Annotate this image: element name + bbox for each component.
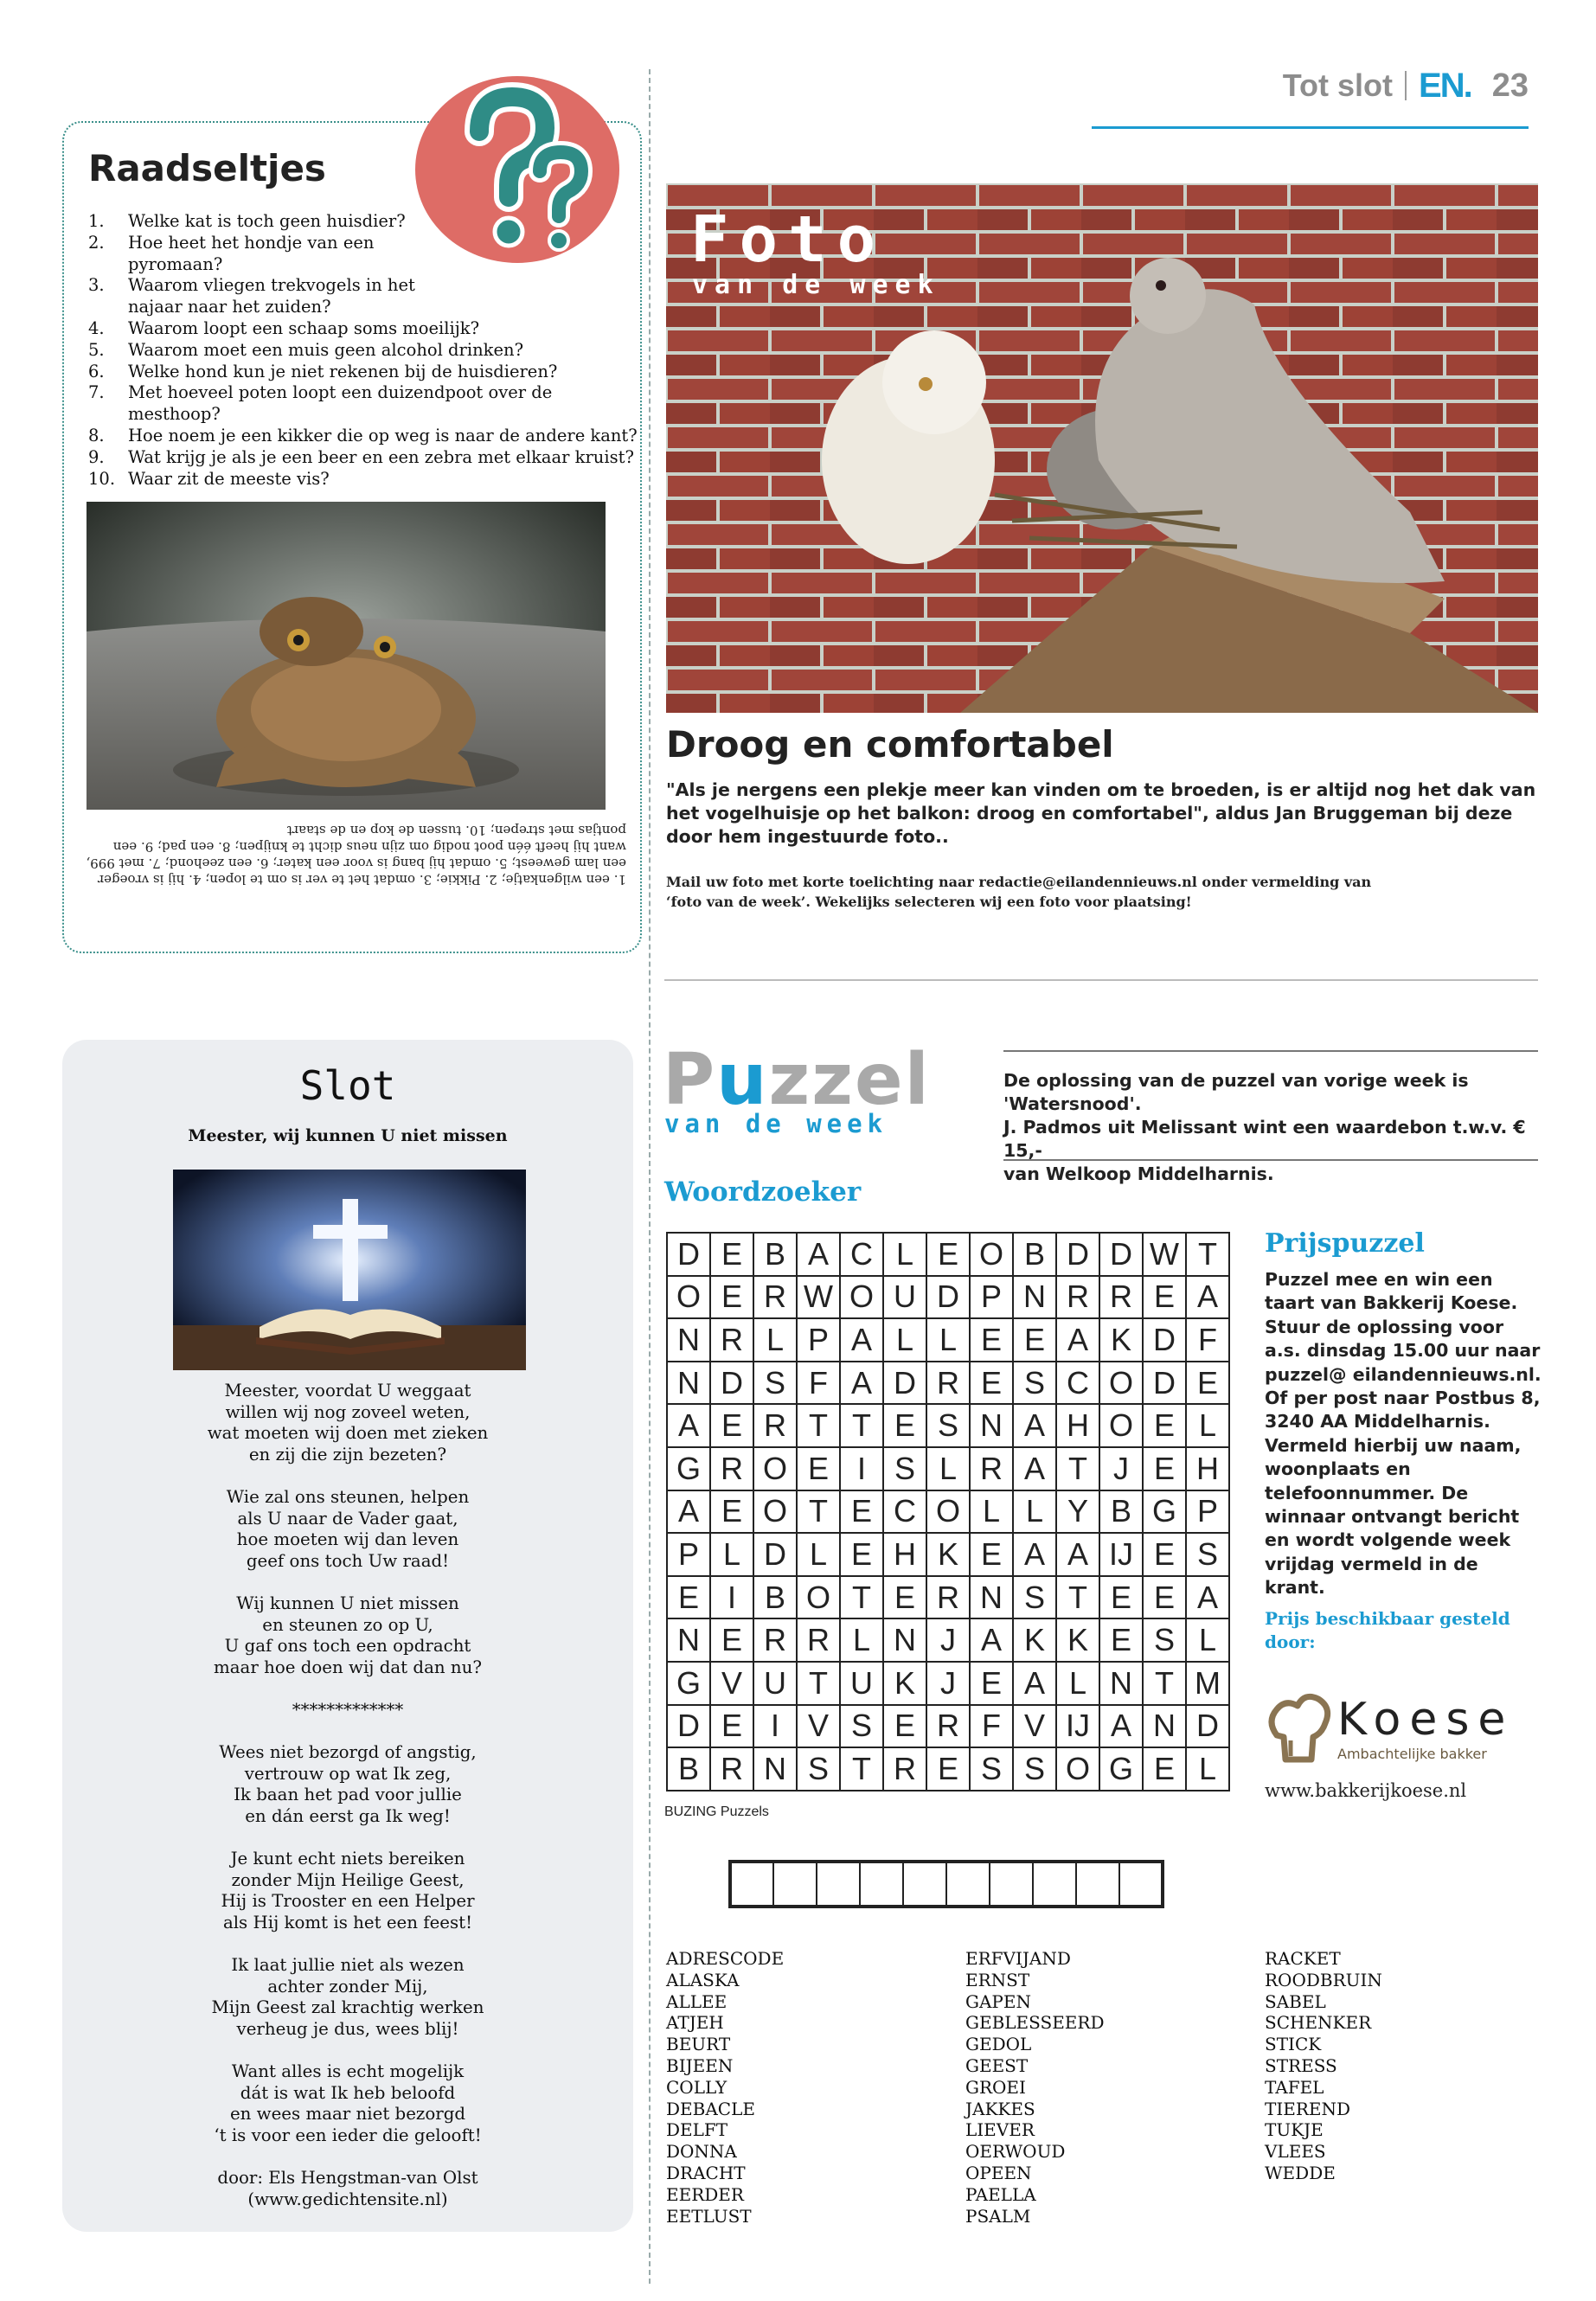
grid-cell[interactable]: R: [753, 1618, 797, 1662]
cross-bible-photo: [173, 1170, 526, 1370]
grid-cell[interactable]: R: [883, 1747, 926, 1791]
grid-cell[interactable]: K: [1099, 1318, 1143, 1362]
grid-cell[interactable]: K: [883, 1662, 926, 1705]
grid-cell[interactable]: W: [797, 1276, 840, 1319]
word-list-item: EERDER: [666, 2183, 744, 2205]
word-list-item: TUKJE: [1265, 2119, 1324, 2141]
slot-title: Slot: [299, 1062, 396, 1109]
grid-cell[interactable]: L: [883, 1233, 926, 1276]
grid-cell[interactable]: E: [710, 1233, 753, 1276]
word-list-item: SABEL: [1265, 1990, 1326, 2012]
sponsor-url[interactable]: www.bakkerijkoese.nl: [1265, 1780, 1467, 1801]
slot-subtitle: Meester, wij kunnen U niet missen: [188, 1126, 508, 1145]
word-list-item: PAELLA: [965, 2183, 1036, 2205]
grid-cell[interactable]: V: [1013, 1705, 1056, 1748]
grid-cell[interactable]: L: [797, 1533, 840, 1576]
grid-cell[interactable]: T: [797, 1490, 840, 1534]
grid-cell[interactable]: P: [970, 1276, 1013, 1319]
word-list-item: ALASKA: [666, 1969, 740, 1990]
toad-photo: [87, 502, 606, 810]
prijspuzzel-body: Puzzel mee en win een taart van Bakkerij Koese. Stuur de oplossing voor a.s. dinsdag 15.00 uur naar puzzel@ eilandennieuws.nl. Of per post naar Postbus 8, 3240 AA Middelharnis. Vermeld hierbij uw naam, woonplaats en telefoonnummer. De winnaar ontvangt bericht en wordt volgende week vrijdag vermeld in de krant.: [1265, 1269, 1542, 1599]
poem-stanza: Meester, voordat U weggaat willen wij nog zoveel weten, wat moeten wij doen met zieken en zij die zijn bezeten?: [207, 1381, 489, 1465]
grid-cell[interactable]: N: [970, 1404, 1013, 1447]
grid-cell[interactable]: N: [970, 1576, 1013, 1619]
answer-box[interactable]: [990, 1862, 1033, 1907]
poem-stanza: Wees niet bezorgd of angstig, vertrouw op wat Ik zeg, Ik baan het pad voor jullie en dán eerst ga Ik weg!: [219, 1742, 477, 1826]
grid-cell[interactable]: L: [926, 1447, 970, 1490]
word-list-item: ERNST: [965, 1969, 1030, 1990]
poem-separator: *************: [292, 1699, 404, 1720]
grid-cell[interactable]: N: [1143, 1705, 1186, 1748]
grid-cell[interactable]: T: [840, 1747, 883, 1791]
grid-cell[interactable]: E: [970, 1318, 1013, 1362]
word-list-item: DRACHT: [666, 2162, 746, 2183]
grid-row: [667, 1318, 1229, 1362]
grid-cell[interactable]: K: [1056, 1618, 1099, 1662]
poem-stanza: Want alles is echt mogelijk dát is wat Ik heb beloofd en wees maar niet bezorgd ‘t is voor een ieder die gelooft!: [214, 2061, 482, 2145]
grid-cell[interactable]: E: [710, 1618, 753, 1662]
grid-cell[interactable]: E: [1143, 1747, 1186, 1791]
grid-cell[interactable]: S: [840, 1705, 883, 1748]
riddles-title: Raadseltjes: [88, 147, 326, 189]
grid-cell[interactable]: U: [840, 1662, 883, 1705]
riddle-item: 5. Waarom moet een muis geen alcohol drinken?: [88, 339, 524, 360]
grid-cell[interactable]: O: [1099, 1404, 1143, 1447]
grid-cell[interactable]: E: [1143, 1276, 1186, 1319]
word-list-item: ROODBRUIN: [1265, 1969, 1382, 1990]
grid-cell[interactable]: D: [710, 1362, 753, 1405]
foto-title: Foto: [690, 202, 887, 277]
grid-cell[interactable]: G: [1143, 1490, 1186, 1534]
page-header: [1283, 64, 1529, 107]
grid-cell[interactable]: M: [1186, 1662, 1229, 1705]
grid-cell[interactable]: R: [710, 1318, 753, 1362]
grid-cell[interactable]: R: [926, 1362, 970, 1405]
grid-cell[interactable]: E: [970, 1362, 1013, 1405]
word-list-item: TAFEL: [1265, 2076, 1324, 2098]
grid-cell[interactable]: A: [840, 1318, 883, 1362]
grid-cell[interactable]: O: [667, 1276, 710, 1319]
section-name: Tot slot: [1282, 67, 1394, 103]
word-list-item: JAKKES: [965, 2098, 1035, 2119]
grid-cell[interactable]: S: [797, 1747, 840, 1791]
grid-cell[interactable]: A: [1013, 1533, 1056, 1576]
word-list-item: GAPEN: [965, 1990, 1031, 2012]
grid-cell[interactable]: U: [883, 1276, 926, 1319]
grid-cell[interactable]: A: [1013, 1404, 1056, 1447]
grid-cell[interactable]: L: [710, 1533, 753, 1576]
grid-cell[interactable]: H: [883, 1533, 926, 1576]
word-list-item: OPEEN: [965, 2162, 1032, 2183]
grid-cell[interactable]: E: [667, 1576, 710, 1619]
grid-row: [667, 1362, 1229, 1405]
grid-cell[interactable]: E: [1143, 1533, 1186, 1576]
grid-cell[interactable]: C: [840, 1233, 883, 1276]
grid-row: [667, 1447, 1229, 1490]
grid-cell[interactable]: E: [840, 1533, 883, 1576]
grid-cell[interactable]: R: [1056, 1276, 1099, 1319]
grid-cell[interactable]: A: [970, 1618, 1013, 1662]
grid-cell[interactable]: D: [667, 1705, 710, 1748]
grid-cell[interactable]: K: [1013, 1618, 1056, 1662]
grid-cell[interactable]: L: [970, 1490, 1013, 1534]
grid-cell[interactable]: N: [1099, 1662, 1143, 1705]
riddle-answers: 1. een wilgenkatje; 2. Pikkie; 3. omdat het te ver is om te lopen; 4. hij is vroeger een lam geweest; 5. omdat hij bang is voor een kater; 6. een zeehond; 7. met 999, want hij heeft één poot nodig om zijn neus dicht te knijpen; 8. een pad; 9. een pontjas met strepen; 10. tussen de kop en de staart: [86, 823, 626, 888]
word-list-item: SCHENKER: [1265, 2012, 1372, 2034]
grid-cell[interactable]: R: [926, 1576, 970, 1619]
grid-cell[interactable]: B: [753, 1233, 797, 1276]
grid-cell[interactable]: A: [667, 1404, 710, 1447]
grid-cell[interactable]: W: [1143, 1233, 1186, 1276]
grid-cell[interactable]: O: [926, 1490, 970, 1534]
word-list-col3: [1265, 1948, 1382, 2184]
grid-row: [667, 1233, 1229, 1276]
answer-box[interactable]: [1076, 1862, 1119, 1907]
grid-row: [667, 1533, 1229, 1576]
grid-cell[interactable]: T: [1056, 1576, 1099, 1619]
grid-row: [667, 1490, 1229, 1534]
foto-mail-line: Mail uw foto met korte toelichting naar redactie@eilandennieuws.nl onder vermelding van: [666, 874, 1372, 890]
grid-cell[interactable]: N: [667, 1318, 710, 1362]
header-rule: [1092, 126, 1529, 129]
grid-cell[interactable]: R: [753, 1276, 797, 1319]
poem-stanza: Ik laat jullie niet als wezen achter zonder Mij, Mijn Geest zal krachtig werken verheug je dus, wees blij!: [211, 1955, 484, 2039]
grid-cell[interactable]: F: [970, 1705, 1013, 1748]
grid-cell[interactable]: E: [710, 1490, 753, 1534]
word-list-item: COLLY: [666, 2076, 727, 2098]
word-list-item: GEDOL: [965, 2034, 1032, 2055]
word-list-item: DELFT: [666, 2119, 728, 2141]
grid-cell[interactable]: A: [1099, 1705, 1143, 1748]
grid-cell[interactable]: D: [1099, 1233, 1143, 1276]
grid-cell[interactable]: O: [840, 1276, 883, 1319]
grid-cell[interactable]: S: [1143, 1618, 1186, 1662]
grid-cell[interactable]: E: [926, 1747, 970, 1791]
grid-cell[interactable]: E: [1186, 1362, 1229, 1405]
prize-sponsor-label: Prijs beschikbaar gesteld door:: [1265, 1608, 1510, 1652]
grid-cell[interactable]: E: [840, 1490, 883, 1534]
grid-cell[interactable]: I: [840, 1447, 883, 1490]
word-list-item: DEBACLE: [666, 2098, 755, 2119]
grid-cell[interactable]: R: [710, 1747, 753, 1791]
puzzel-subtitle: van de week: [664, 1109, 888, 1138]
poem: [62, 1381, 633, 2232]
grid-row: [667, 1705, 1229, 1748]
word-list-item: TIEREND: [1265, 2098, 1351, 2119]
grid-cell[interactable]: I: [753, 1705, 797, 1748]
grid-cell[interactable]: P: [1186, 1490, 1229, 1534]
grid-cell[interactable]: R: [710, 1447, 753, 1490]
puzzel-logo: Puzzel: [663, 1039, 931, 1121]
grid-cell[interactable]: L: [1186, 1404, 1229, 1447]
riddle-item: 9. Wat krijg je als je een beer en een zebra met elkaar kruist?: [88, 446, 634, 467]
grid-cell[interactable]: F: [1186, 1318, 1229, 1362]
grid-row: [667, 1576, 1229, 1619]
grid-cell[interactable]: D: [926, 1276, 970, 1319]
word-list-item: ATJEH: [666, 2012, 724, 2034]
grid-cell[interactable]: G: [1099, 1747, 1143, 1791]
grid-cell[interactable]: N: [883, 1618, 926, 1662]
page-number: 23: [1491, 67, 1529, 104]
answer-box[interactable]: [1033, 1862, 1076, 1907]
grid-cell[interactable]: N: [753, 1747, 797, 1791]
grid-cell[interactable]: S: [883, 1447, 926, 1490]
grid-cell[interactable]: S: [926, 1404, 970, 1447]
grid-cell[interactable]: A: [1013, 1447, 1056, 1490]
grid-cell[interactable]: C: [883, 1490, 926, 1534]
grid-cell[interactable]: T: [840, 1404, 883, 1447]
riddle-item: 3. Waarom vliegen trekvogels in het najaar naar het zuiden?: [88, 275, 415, 317]
poem-stanza: Wie zal ons steunen, helpen als U naar de Vader gaat, hoe moeten wij dan leven geef ons toch Uw raad!: [226, 1486, 470, 1571]
grid-cell[interactable]: H: [1056, 1404, 1099, 1447]
word-list-item: EETLUST: [666, 2205, 752, 2227]
word-list-item: LIEVER: [965, 2119, 1035, 2141]
grid-cell[interactable]: E: [883, 1705, 926, 1748]
grid-cell[interactable]: J: [1099, 1447, 1143, 1490]
answer-box[interactable]: [903, 1862, 946, 1907]
answer-box[interactable]: [946, 1862, 990, 1907]
grid-cell[interactable]: A: [1186, 1576, 1229, 1619]
grid-cell[interactable]: A: [840, 1362, 883, 1405]
riddle-item: 6. Welke hond kun je niet rekenen bij de huisdieren?: [88, 361, 558, 381]
grid-cell[interactable]: E: [710, 1276, 753, 1319]
grid-cell[interactable]: O: [1099, 1362, 1143, 1405]
grid-cell[interactable]: T: [1186, 1233, 1229, 1276]
grid-cell[interactable]: O: [753, 1447, 797, 1490]
answer-box[interactable]: [1119, 1862, 1163, 1907]
foto-rule: [664, 979, 1538, 981]
grid-cell[interactable]: B: [753, 1576, 797, 1619]
grid-cell[interactable]: E: [1099, 1618, 1143, 1662]
grid-cell[interactable]: J: [926, 1618, 970, 1662]
grid-cell[interactable]: IJ: [1099, 1533, 1143, 1576]
grid-cell[interactable]: C: [1056, 1362, 1099, 1405]
grid-cell[interactable]: A: [797, 1233, 840, 1276]
word-list-item: ERFVIJAND: [965, 1948, 1071, 1969]
riddle-item: 10. Waar zit de meeste vis?: [88, 468, 330, 489]
grid-cell[interactable]: IJ: [1056, 1705, 1099, 1748]
grid-cell[interactable]: A: [1056, 1533, 1099, 1576]
word-list-item: RACKET: [1265, 1948, 1341, 1969]
photo-of-the-week: [666, 183, 1538, 713]
grid-row: [667, 1404, 1229, 1447]
grid-cell[interactable]: O: [1056, 1747, 1099, 1791]
poem-author: door: Els Hengstman-van Olst (www.gedichtensite.nl): [217, 2167, 478, 2209]
grid-cell[interactable]: A: [1013, 1662, 1056, 1705]
grid-cell[interactable]: O: [753, 1490, 797, 1534]
grid-cell[interactable]: V: [710, 1662, 753, 1705]
grid-cell[interactable]: R: [970, 1447, 1013, 1490]
answer-box[interactable]: [817, 1862, 860, 1907]
grid-cell[interactable]: H: [1186, 1447, 1229, 1490]
grid-cell[interactable]: B: [1013, 1233, 1056, 1276]
word-list-item: PSALM: [965, 2205, 1031, 2227]
riddle-item: 7. Met hoeveel poten loopt een duizendpoot over de mesthoop?: [88, 382, 553, 425]
grid-cell[interactable]: T: [840, 1576, 883, 1619]
grid-row: [667, 1618, 1229, 1662]
word-list-item: GROEI: [965, 2076, 1026, 2098]
grid-cell[interactable]: N: [667, 1618, 710, 1662]
woordzoeker-title: Woordzoeker: [664, 1176, 862, 1208]
answer-box[interactable]: [730, 1862, 773, 1907]
foto-subtitle: van de week: [692, 270, 940, 300]
grid-cell[interactable]: N: [1013, 1276, 1056, 1319]
riddle-list: [88, 211, 642, 490]
riddle-item: 1. Welke kat is toch geen huisdier?: [88, 211, 406, 231]
foto-mail-line: ‘foto van de week’. Wekelijks selecteren wij een foto voor plaatsing!: [666, 894, 1192, 910]
previous-solution: De oplossing van de puzzel van vorige week is 'Watersnood'. J. Padmos uit Melissant wint een waardebon t.w.v. € 15,- van Welkoop Middelharnis.: [1003, 1050, 1538, 1161]
grid-cell[interactable]: B: [1099, 1490, 1143, 1534]
grid-cell[interactable]: R: [797, 1618, 840, 1662]
grid-cell[interactable]: D: [1143, 1362, 1186, 1405]
riddle-item: 8. Hoe noem je een kikker die op weg is naar de andere kant?: [88, 425, 638, 445]
grid-cell[interactable]: L: [1013, 1490, 1056, 1534]
grid-cell[interactable]: E: [883, 1576, 926, 1619]
riddle-item: 2. Hoe heet het hondje van een pyromaan?: [88, 232, 375, 274]
grid-cell[interactable]: P: [667, 1533, 710, 1576]
grid-row: [667, 1276, 1229, 1319]
word-list-item: GEEST: [965, 2054, 1029, 2076]
koese-logo: [1265, 1687, 1540, 1773]
grid-cell[interactable]: E: [970, 1662, 1013, 1705]
grid-cell[interactable]: T: [797, 1404, 840, 1447]
grid-cell[interactable]: S: [753, 1362, 797, 1405]
grid-cell[interactable]: S: [1013, 1362, 1056, 1405]
grid-cell[interactable]: L: [1186, 1618, 1229, 1662]
newspaper-logo: EN.: [1419, 66, 1471, 105]
prijspuzzel-title: Prijspuzzel: [1265, 1228, 1425, 1259]
grid-cell[interactable]: D: [1056, 1233, 1099, 1276]
grid-cell[interactable]: A: [1056, 1318, 1099, 1362]
grid-cell[interactable]: P: [797, 1318, 840, 1362]
grid-cell[interactable]: R: [1099, 1276, 1143, 1319]
grid-cell[interactable]: T: [1143, 1662, 1186, 1705]
foto-headline: Droog en comfortabel: [666, 723, 1114, 766]
grid-cell[interactable]: A: [1186, 1276, 1229, 1319]
grid-cell[interactable]: N: [667, 1362, 710, 1405]
word-list-item: OERWOUD: [965, 2141, 1066, 2163]
grid-cell[interactable]: R: [753, 1404, 797, 1447]
grid-cell[interactable]: S: [1013, 1747, 1056, 1791]
grid-cell[interactable]: J: [926, 1662, 970, 1705]
word-list-item: STICK: [1265, 2034, 1322, 2055]
grid-cell[interactable]: O: [970, 1233, 1013, 1276]
grid-cell[interactable]: E: [797, 1447, 840, 1490]
word-list-item: ALLEE: [666, 1990, 727, 2012]
word-list-col2: [965, 1948, 1105, 2227]
grid-cell[interactable]: B: [667, 1747, 710, 1791]
sponsor-name: Koese: [1337, 1694, 1515, 1746]
answer-boxes[interactable]: [728, 1860, 1164, 1908]
grid-cell[interactable]: E: [1143, 1576, 1186, 1619]
grid-cell[interactable]: L: [840, 1618, 883, 1662]
word-list-item: BEURT: [666, 2034, 731, 2055]
grid-cell[interactable]: D: [1143, 1318, 1186, 1362]
grid-cell[interactable]: D: [667, 1233, 710, 1276]
sponsor-tagline: Ambachtelijke bakker: [1337, 1746, 1487, 1762]
poem-stanza: Je kunt echt niets bereiken zonder Mijn Heilige Geest, Hij is Trooster en een Helper als Hij komt is het een feest!: [221, 1849, 475, 1932]
word-list-item: BIJEEN: [666, 2054, 734, 2076]
grid-cell[interactable]: V: [797, 1705, 840, 1748]
grid-cell[interactable]: D: [883, 1362, 926, 1405]
word-list-col1: [666, 1948, 784, 2227]
grid-cell[interactable]: T: [797, 1662, 840, 1705]
foto-mail-instructions: [666, 872, 1540, 912]
grid-cell[interactable]: S: [1186, 1533, 1229, 1576]
column-divider: [649, 69, 651, 2284]
grid-cell[interactable]: S: [1013, 1576, 1056, 1619]
foto-body: "Als je nergens een plekje meer kan vinden om te broeden, is er altijd nog het dak van het vogelhuisje op het balkon: droog en comfortabel", aldus Jan Bruggeman bij deze door hem ingestuurde foto..: [666, 779, 1536, 847]
grid-cell[interactable]: E: [970, 1533, 1013, 1576]
answer-box[interactable]: [773, 1862, 817, 1907]
grid-cell[interactable]: R: [926, 1705, 970, 1748]
grid-cell[interactable]: I: [710, 1576, 753, 1619]
riddles-box: [62, 121, 642, 953]
grid-cell[interactable]: D: [753, 1533, 797, 1576]
slot-box: [62, 1040, 633, 2232]
word-search-grid[interactable]: [666, 1232, 1230, 1791]
word-list-item: ADRESCODE: [666, 1948, 785, 1969]
word-list-item: WEDDE: [1265, 2162, 1336, 2183]
grid-cell[interactable]: A: [667, 1490, 710, 1534]
grid-cell[interactable]: L: [753, 1318, 797, 1362]
grid-cell[interactable]: S: [970, 1747, 1013, 1791]
grid-cell[interactable]: E: [1099, 1576, 1143, 1619]
grid-cell[interactable]: G: [667, 1447, 710, 1490]
grid-cell[interactable]: L: [926, 1318, 970, 1362]
grid-cell[interactable]: E: [710, 1404, 753, 1447]
grid-cell[interactable]: O: [797, 1576, 840, 1619]
grid-cell[interactable]: L: [883, 1318, 926, 1362]
grid-cell[interactable]: E: [926, 1233, 970, 1276]
grid-row: [667, 1662, 1229, 1705]
puzzle-credit: BUZING Puzzels: [664, 1804, 769, 1819]
word-list-item: VLEES: [1265, 2141, 1326, 2163]
riddle-item: 4. Waarom loopt een schaap soms moeilijk?: [88, 317, 480, 338]
grid-cell[interactable]: Y: [1056, 1490, 1099, 1534]
chef-hat-icon: [1265, 1687, 1334, 1773]
grid-cell[interactable]: G: [667, 1662, 710, 1705]
grid-cell[interactable]: L: [1186, 1747, 1229, 1791]
grid-cell[interactable]: E: [710, 1705, 753, 1748]
grid-cell[interactable]: T: [1056, 1447, 1099, 1490]
word-list-item: STRESS: [1265, 2054, 1337, 2076]
answer-box[interactable]: [860, 1862, 903, 1907]
grid-cell[interactable]: E: [883, 1404, 926, 1447]
grid-cell[interactable]: K: [926, 1533, 970, 1576]
poem-stanza: Wij kunnen U niet missen en steunen zo op U, U gaf ons toch een opdracht maar hoe doen wij dat dan nu?: [214, 1593, 482, 1677]
grid-cell[interactable]: F: [797, 1362, 840, 1405]
grid-row: [667, 1747, 1229, 1791]
grid-cell[interactable]: E: [1143, 1404, 1186, 1447]
grid-cell[interactable]: E: [1013, 1318, 1056, 1362]
word-list-item: GEBLESSEERD: [965, 2012, 1105, 2034]
grid-cell[interactable]: E: [1143, 1447, 1186, 1490]
grid-cell[interactable]: D: [1186, 1705, 1229, 1748]
header-separator: [1405, 71, 1407, 100]
word-list-item: DONNA: [666, 2141, 737, 2163]
grid-cell[interactable]: U: [753, 1662, 797, 1705]
grid-cell[interactable]: L: [1056, 1662, 1099, 1705]
